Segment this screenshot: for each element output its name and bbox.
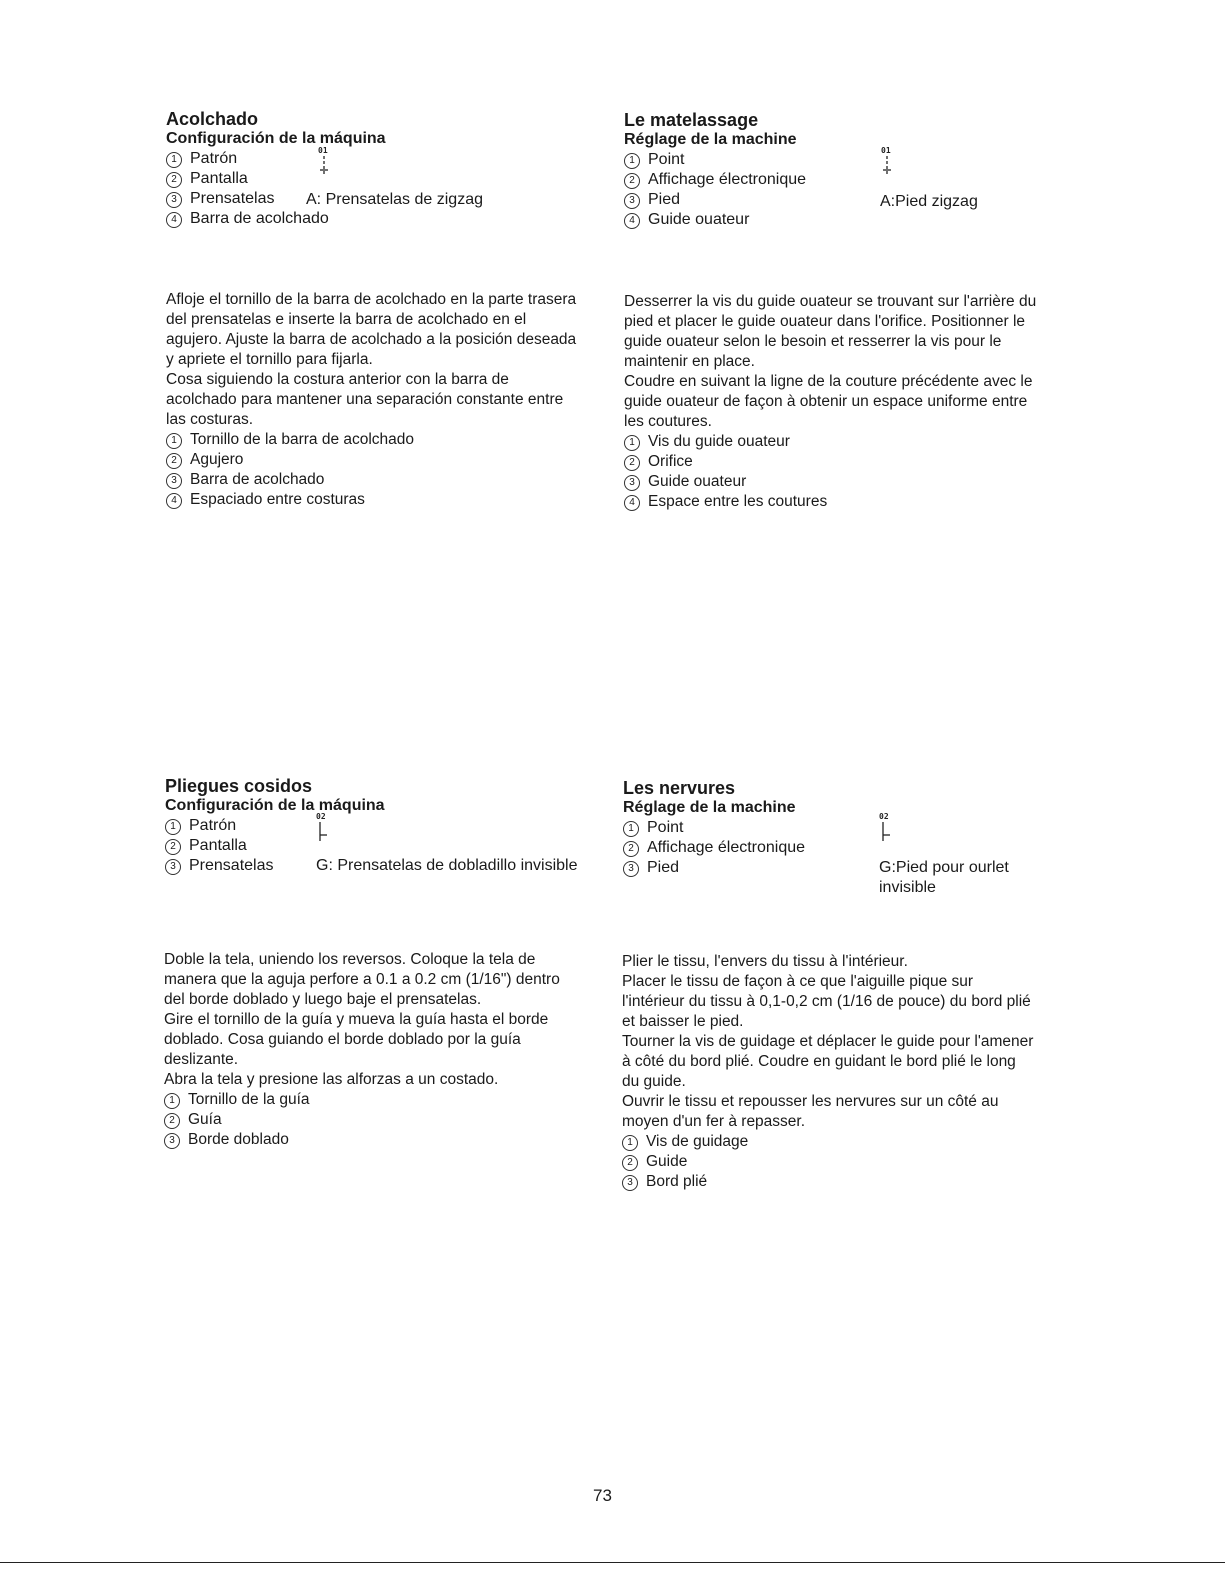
setting-item: 2 Pantalla [165,836,585,856]
stitch-pattern-icon: 02 [879,812,889,821]
body-line: l'intérieur du tissu à 0,1-0,2 cm (1/16 de pouce) du bord plié [622,993,1031,1010]
foot-value: A: Prensatelas de zigzag [306,191,483,208]
section-subtitle: Réglage de la machine [623,799,796,816]
body-line: Coudre en suivant la ligne de la couture précédente avec le [624,373,1033,390]
body-line: à côté du bord plié. Coudre en guidant le bord plié le long [622,1053,1016,1070]
body-line: Ouvrir le tissu et repousser les nervures sur un côté au [622,1093,999,1110]
body-line: manera que la aguja perfore a 0.1 a 0.2 cm (1/16") dentro [164,971,560,988]
section-subtitle: Configuración de la máquina [165,797,385,814]
section-title: Les nervures [623,778,736,798]
setting-item: 1 Patrón [165,816,585,836]
body-line: les coutures. [624,413,712,430]
es-quilt-body [166,290,606,510]
section-subtitle: Réglage de la machine [624,131,797,148]
part-item: 2 Agujero [166,450,606,470]
part-item: 2 Guía [164,1110,604,1130]
setting-item: 4 Barra de acolchado [166,209,586,229]
bottom-rule [0,1562,1225,1563]
setting-item: 3 Pied [623,858,883,878]
body-line: Placer le tissu de façon à ce que l'aiguille pique sur [622,973,974,990]
body-line: pied et placer le guide ouateur dans l'orifice. Positionner le [624,313,1026,330]
section-title: Le matelassage [624,110,759,130]
part-item: 3 Guide ouateur [624,472,1074,492]
body-line: Plier le tissu, l'envers du tissu à l'intérieur. [622,953,908,970]
part-item: 4 Espaciado entre costuras [166,490,606,510]
section-title: Acolchado [166,109,259,129]
setting-item: 2 Pantalla [166,169,586,189]
setting-item: 2 Affichage électronique [623,838,883,858]
part-item: 3 Barra de acolchado [166,470,606,490]
setting-item: 1 Point [624,150,884,170]
body-line: acolchado para mantener una separación constante entre [166,391,564,408]
stitch-pattern-icon: 01 [881,146,891,155]
body-line: Cosa siguiendo la costura anterior con la barra de [166,371,509,388]
part-item: 1 Vis de guidage [622,1132,1072,1152]
setting-item: 3 Prensatelas [165,856,585,876]
fr-quilt-header [624,110,884,230]
part-item: 1 Tornillo de la barra de acolchado [166,430,606,450]
body-line: Gire el tornillo de la guía y mueva la guía hasta el borde [164,1011,549,1028]
stitch-pattern-icon: 02 [316,812,326,821]
body-line: del prensatelas e inserte la barra de acolchado en el [166,311,527,328]
foot-value-line: invisible [879,879,936,896]
setting-item: 3 Prensatelas [166,189,586,209]
fr-tuck-body [622,952,1072,1192]
section-subtitle: Configuración de la máquina [166,130,386,147]
part-item: 1 Tornillo de la guía [164,1090,604,1110]
setting-item: 1 Point [623,818,883,838]
setting-item: 1 Patrón [166,149,586,169]
part-item: 2 Orifice [624,452,1074,472]
body-line: del borde doblado y luego baje el prensatelas. [164,991,482,1008]
body-line: deslizante. [164,1051,239,1068]
fr-tuck-header [623,778,883,878]
body-line: las costuras. [166,411,254,428]
body-line: Abra la tela y presione las alforzas a un costado. [164,1071,499,1088]
es-tuck-body [164,950,604,1150]
setting-item: 4 Guide ouateur [624,210,884,230]
body-line: Desserrer la vis du guide ouateur se trouvant sur l'arrière du [624,293,1037,310]
body-line: Doble la tela, uniendo los reversos. Coloque la tela de [164,951,536,968]
part-item: 3 Borde doblado [164,1130,604,1150]
part-item: 2 Guide [622,1152,1072,1172]
body-line: Afloje el tornillo de la barra de acolchado en la parte trasera [166,291,577,308]
body-line: maintenir en place. [624,353,755,370]
body-line: Tourner la vis de guidage et déplacer le guide pour l'amener [622,1033,1034,1050]
section-title: Pliegues cosidos [165,776,313,796]
body-line: guide ouateur selon le besoin et resserrer la vis pour le [624,333,1002,350]
part-item: 1 Vis du guide ouateur [624,432,1074,452]
part-item: 3 Bord plié [622,1172,1072,1192]
foot-value: A:Pied zigzag [880,193,978,210]
setting-item: 2 Affichage électronique [624,170,884,190]
body-line: agujero. Ajuste la barra de acolchado a la posición deseada [166,331,577,348]
body-line: guide ouateur de façon à obtenir un espace uniforme entre [624,393,1028,410]
body-line: et baisser le pied. [622,1013,744,1030]
foot-value: G: Prensatelas de dobladillo invisible [316,857,578,874]
stitch-pattern-icon: 01 [318,146,328,155]
body-line: doblado. Cosa guiando el borde doblado por la guía [164,1031,521,1048]
fr-quilt-body [624,292,1074,512]
body-line: du guide. [622,1073,686,1090]
part-item: 4 Espace entre les coutures [624,492,1074,512]
body-line: moyen d'un fer à repasser. [622,1113,806,1130]
body-line: y apriete el tornillo para fijarla. [166,351,373,368]
es-quilt-header [166,109,586,229]
foot-value [879,858,1009,898]
foot-value-line: G:Pied pour ourlet [879,859,1009,876]
setting-item: 3 Pied [624,190,884,210]
page-number: 73 [593,1486,612,1505]
